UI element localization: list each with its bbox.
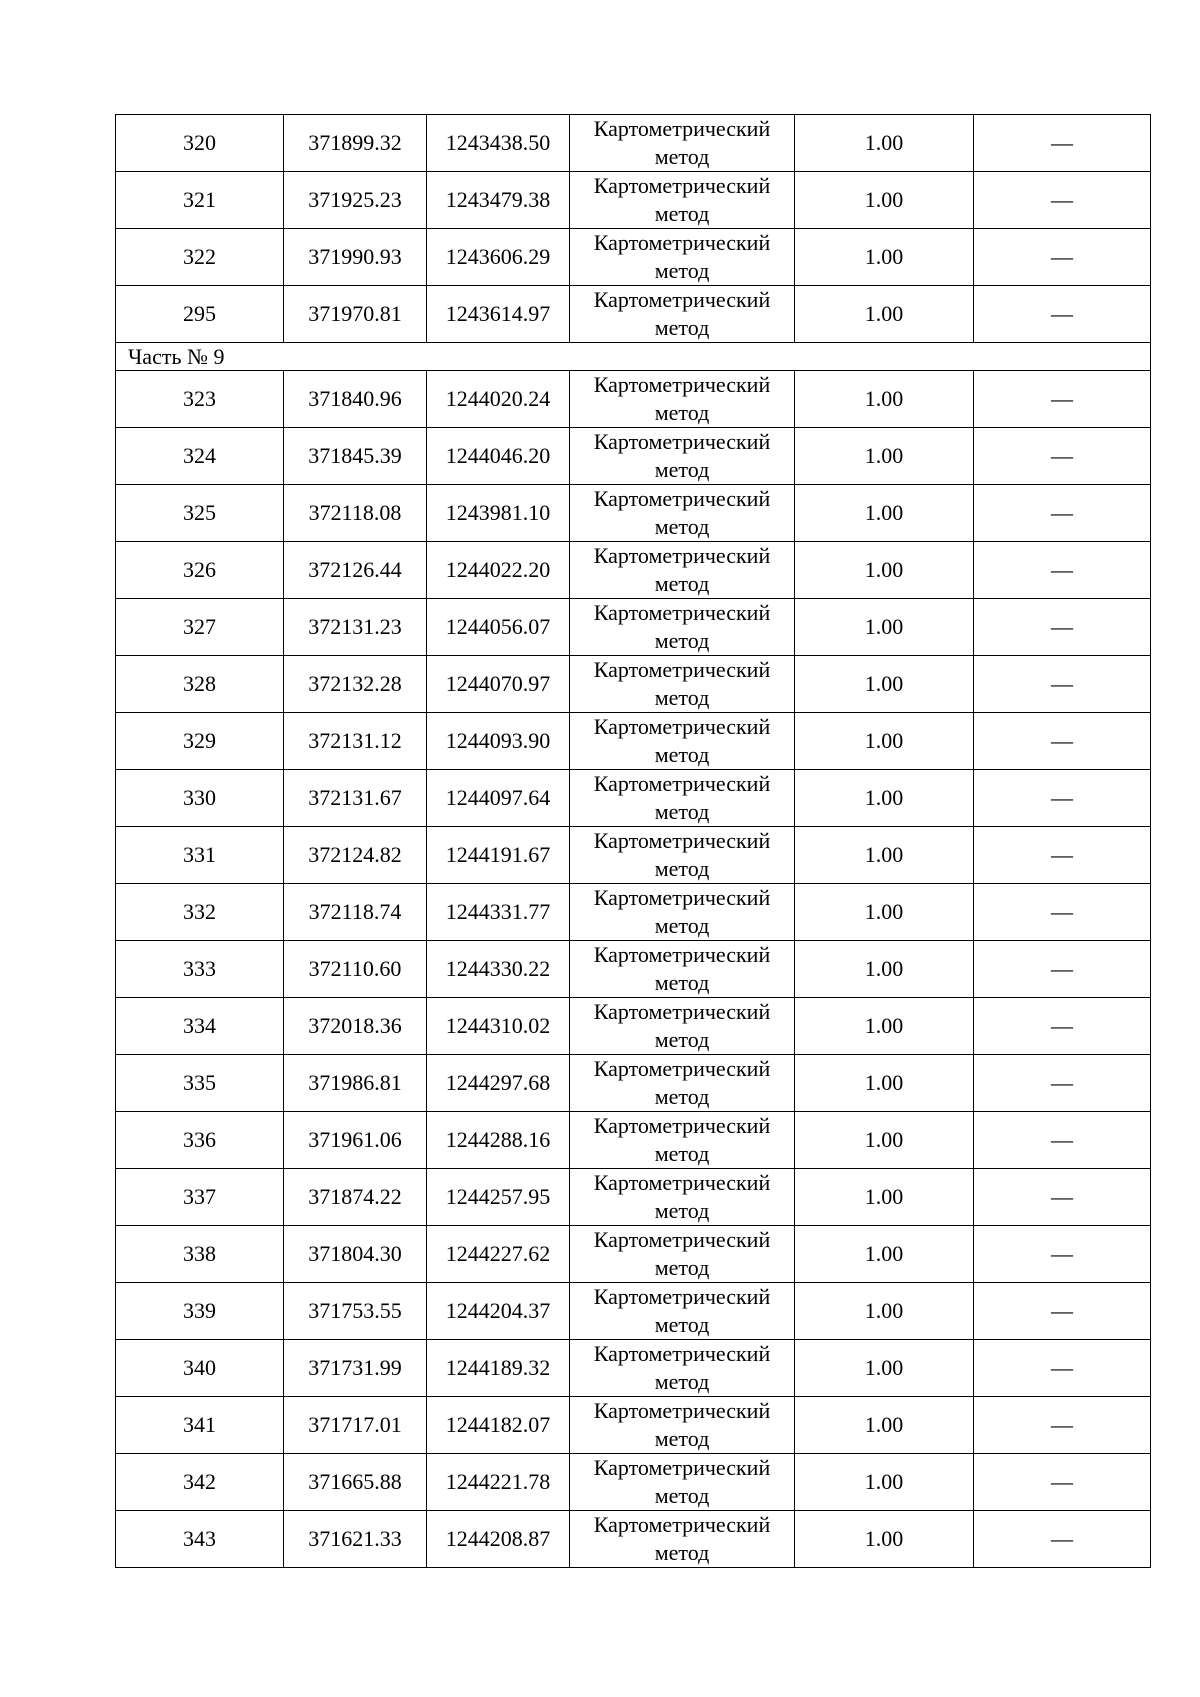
point-number-cell: 327	[116, 599, 284, 656]
coordinate-x-cell: 371925.23	[284, 172, 427, 229]
coordinate-y-cell: 1244221.78	[427, 1454, 570, 1511]
point-number-cell: 322	[116, 229, 284, 286]
coordinate-x-cell: 371899.32	[284, 115, 427, 172]
note-cell: —	[974, 428, 1151, 485]
table-row	[116, 428, 1151, 485]
note-cell: —	[974, 884, 1151, 941]
table-row	[116, 172, 1151, 229]
accuracy-cell: 1.00	[795, 286, 974, 343]
accuracy-cell: 1.00	[795, 172, 974, 229]
point-number-cell: 338	[116, 1226, 284, 1283]
point-number-cell: 331	[116, 827, 284, 884]
section-title: Часть № 9	[116, 343, 1151, 371]
coordinate-y-cell: 1244182.07	[427, 1397, 570, 1454]
coordinate-y-cell: 1244297.68	[427, 1055, 570, 1112]
table-row	[116, 1283, 1151, 1340]
method-cell: Картометрический метод	[570, 1055, 795, 1112]
accuracy-cell: 1.00	[795, 428, 974, 485]
point-number-cell: 328	[116, 656, 284, 713]
coordinate-x-cell: 372126.44	[284, 542, 427, 599]
note-cell: —	[974, 371, 1151, 428]
coordinate-y-cell: 1243606.29	[427, 229, 570, 286]
accuracy-cell: 1.00	[795, 485, 974, 542]
table-row	[116, 1226, 1151, 1283]
point-number-cell: 337	[116, 1169, 284, 1226]
method-cell: Картометрический метод	[570, 1226, 795, 1283]
accuracy-cell: 1.00	[795, 1169, 974, 1226]
note-cell: —	[974, 1340, 1151, 1397]
coordinate-y-cell: 1244189.32	[427, 1340, 570, 1397]
note-cell: —	[974, 941, 1151, 998]
method-cell: Картометрический метод	[570, 1397, 795, 1454]
coordinate-y-cell: 1244227.62	[427, 1226, 570, 1283]
point-number-cell: 335	[116, 1055, 284, 1112]
method-cell: Картометрический метод	[570, 1340, 795, 1397]
note-cell: —	[974, 713, 1151, 770]
coordinate-x-cell: 371665.88	[284, 1454, 427, 1511]
coordinate-y-cell: 1243981.10	[427, 485, 570, 542]
note-cell: —	[974, 656, 1151, 713]
note-cell: —	[974, 542, 1151, 599]
coordinate-y-cell: 1244208.87	[427, 1511, 570, 1568]
coordinate-x-cell: 371970.81	[284, 286, 427, 343]
point-number-cell: 332	[116, 884, 284, 941]
coordinate-x-cell: 371840.96	[284, 371, 427, 428]
method-cell: Картометрический метод	[570, 1112, 795, 1169]
coordinate-y-cell: 1243479.38	[427, 172, 570, 229]
coordinate-x-cell: 372018.36	[284, 998, 427, 1055]
accuracy-cell: 1.00	[795, 229, 974, 286]
accuracy-cell: 1.00	[795, 713, 974, 770]
point-number-cell: 334	[116, 998, 284, 1055]
coordinate-y-cell: 1244331.77	[427, 884, 570, 941]
method-cell: Картометрический метод	[570, 485, 795, 542]
table-row	[116, 941, 1151, 998]
point-number-cell: 324	[116, 428, 284, 485]
point-number-cell: 326	[116, 542, 284, 599]
method-cell: Картометрический метод	[570, 286, 795, 343]
table-row	[116, 542, 1151, 599]
method-cell: Картометрический метод	[570, 428, 795, 485]
coordinate-y-cell: 1243614.97	[427, 286, 570, 343]
table-row	[116, 713, 1151, 770]
point-number-cell: 295	[116, 286, 284, 343]
table-row	[116, 1340, 1151, 1397]
method-cell: Картометрический метод	[570, 172, 795, 229]
coordinate-x-cell: 372131.23	[284, 599, 427, 656]
note-cell: —	[974, 1397, 1151, 1454]
coordinate-x-cell: 371804.30	[284, 1226, 427, 1283]
coordinate-y-cell: 1244070.97	[427, 656, 570, 713]
point-number-cell: 323	[116, 371, 284, 428]
method-cell: Картометрический метод	[570, 941, 795, 998]
note-cell: —	[974, 1454, 1151, 1511]
point-number-cell: 341	[116, 1397, 284, 1454]
coordinate-x-cell: 371986.81	[284, 1055, 427, 1112]
accuracy-cell: 1.00	[795, 1226, 974, 1283]
note-cell: —	[974, 998, 1151, 1055]
coordinate-x-cell: 372131.12	[284, 713, 427, 770]
method-cell: Картометрический метод	[570, 884, 795, 941]
accuracy-cell: 1.00	[795, 115, 974, 172]
table-row	[116, 1511, 1151, 1568]
coordinate-x-cell: 372110.60	[284, 941, 427, 998]
coordinate-x-cell: 372131.67	[284, 770, 427, 827]
coordinates-table	[115, 114, 1151, 1568]
coordinate-x-cell: 372118.74	[284, 884, 427, 941]
coordinate-y-cell: 1244020.24	[427, 371, 570, 428]
note-cell: —	[974, 115, 1151, 172]
point-number-cell: 340	[116, 1340, 284, 1397]
method-cell: Картометрический метод	[570, 115, 795, 172]
coordinate-y-cell: 1244097.64	[427, 770, 570, 827]
note-cell: —	[974, 485, 1151, 542]
note-cell: —	[974, 1226, 1151, 1283]
coordinate-y-cell: 1244288.16	[427, 1112, 570, 1169]
method-cell: Картометрический метод	[570, 827, 795, 884]
coordinate-y-cell: 1244046.20	[427, 428, 570, 485]
coordinate-x-cell: 371753.55	[284, 1283, 427, 1340]
accuracy-cell: 1.00	[795, 998, 974, 1055]
accuracy-cell: 1.00	[795, 770, 974, 827]
coordinate-y-cell: 1244204.37	[427, 1283, 570, 1340]
coordinates-table-body	[116, 115, 1151, 1568]
method-cell: Картометрический метод	[570, 1283, 795, 1340]
accuracy-cell: 1.00	[795, 884, 974, 941]
table-row	[116, 229, 1151, 286]
method-cell: Картометрический метод	[570, 371, 795, 428]
accuracy-cell: 1.00	[795, 1454, 974, 1511]
table-row	[116, 998, 1151, 1055]
method-cell: Картометрический метод	[570, 998, 795, 1055]
accuracy-cell: 1.00	[795, 941, 974, 998]
note-cell: —	[974, 599, 1151, 656]
table-row	[116, 827, 1151, 884]
accuracy-cell: 1.00	[795, 542, 974, 599]
coordinate-x-cell: 371961.06	[284, 1112, 427, 1169]
table-row	[116, 1454, 1151, 1511]
table-row	[116, 770, 1151, 827]
accuracy-cell: 1.00	[795, 827, 974, 884]
method-cell: Картометрический метод	[570, 770, 795, 827]
coordinate-x-cell: 372118.08	[284, 485, 427, 542]
table-row	[116, 884, 1151, 941]
point-number-cell: 320	[116, 115, 284, 172]
coordinate-y-cell: 1244310.02	[427, 998, 570, 1055]
note-cell: —	[974, 770, 1151, 827]
coordinate-y-cell: 1243438.50	[427, 115, 570, 172]
note-cell: —	[974, 1283, 1151, 1340]
table-row	[116, 371, 1151, 428]
coordinate-x-cell: 372124.82	[284, 827, 427, 884]
coordinate-y-cell: 1244257.95	[427, 1169, 570, 1226]
point-number-cell: 325	[116, 485, 284, 542]
method-cell: Картометрический метод	[570, 1169, 795, 1226]
note-cell: —	[974, 229, 1151, 286]
coordinate-x-cell: 372132.28	[284, 656, 427, 713]
point-number-cell: 321	[116, 172, 284, 229]
note-cell: —	[974, 827, 1151, 884]
coordinate-y-cell: 1244022.20	[427, 542, 570, 599]
note-cell: —	[974, 1055, 1151, 1112]
table-row	[116, 1397, 1151, 1454]
coordinate-x-cell: 371621.33	[284, 1511, 427, 1568]
method-cell: Картометрический метод	[570, 229, 795, 286]
point-number-cell: 330	[116, 770, 284, 827]
coordinate-x-cell: 371731.99	[284, 1340, 427, 1397]
coordinate-y-cell: 1244093.90	[427, 713, 570, 770]
method-cell: Картометрический метод	[570, 1454, 795, 1511]
note-cell: —	[974, 1169, 1151, 1226]
note-cell: —	[974, 1511, 1151, 1568]
coordinate-x-cell: 371990.93	[284, 229, 427, 286]
accuracy-cell: 1.00	[795, 1112, 974, 1169]
table-row	[116, 1169, 1151, 1226]
note-cell: —	[974, 172, 1151, 229]
method-cell: Картометрический метод	[570, 1511, 795, 1568]
point-number-cell: 329	[116, 713, 284, 770]
table-row	[116, 656, 1151, 713]
table-row	[116, 115, 1151, 172]
table-row	[116, 599, 1151, 656]
note-cell: —	[974, 1112, 1151, 1169]
point-number-cell: 339	[116, 1283, 284, 1340]
note-cell: —	[974, 286, 1151, 343]
section-header-row	[116, 343, 1151, 371]
table-row	[116, 286, 1151, 343]
method-cell: Картометрический метод	[570, 599, 795, 656]
accuracy-cell: 1.00	[795, 1397, 974, 1454]
point-number-cell: 333	[116, 941, 284, 998]
accuracy-cell: 1.00	[795, 1283, 974, 1340]
accuracy-cell: 1.00	[795, 1055, 974, 1112]
accuracy-cell: 1.00	[795, 371, 974, 428]
coordinate-x-cell: 371845.39	[284, 428, 427, 485]
method-cell: Картометрический метод	[570, 656, 795, 713]
accuracy-cell: 1.00	[795, 1511, 974, 1568]
accuracy-cell: 1.00	[795, 1340, 974, 1397]
point-number-cell: 336	[116, 1112, 284, 1169]
accuracy-cell: 1.00	[795, 599, 974, 656]
table-row	[116, 1112, 1151, 1169]
point-number-cell: 342	[116, 1454, 284, 1511]
accuracy-cell: 1.00	[795, 656, 974, 713]
table-row	[116, 485, 1151, 542]
coordinate-y-cell: 1244330.22	[427, 941, 570, 998]
coordinate-y-cell: 1244191.67	[427, 827, 570, 884]
method-cell: Картометрический метод	[570, 542, 795, 599]
coordinate-x-cell: 371874.22	[284, 1169, 427, 1226]
method-cell: Картометрический метод	[570, 713, 795, 770]
coordinate-x-cell: 371717.01	[284, 1397, 427, 1454]
coordinate-y-cell: 1244056.07	[427, 599, 570, 656]
table-row	[116, 1055, 1151, 1112]
point-number-cell: 343	[116, 1511, 284, 1568]
